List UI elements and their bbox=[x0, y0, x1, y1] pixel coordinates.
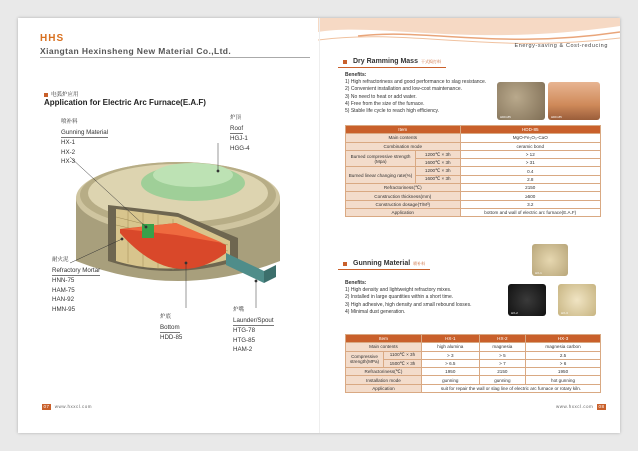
logo-mark: HHS bbox=[40, 33, 65, 44]
cell: 2.5 bbox=[526, 351, 601, 359]
cell: 0.4 bbox=[460, 167, 600, 175]
photo-caption: HX-2 bbox=[511, 311, 518, 315]
gun-benefit: 1) High density and lightweight refractory mixes. bbox=[345, 287, 452, 294]
table-row bbox=[346, 376, 601, 384]
gunning-title bbox=[338, 258, 430, 270]
page-spine bbox=[319, 18, 320, 433]
footer-url-left: www.hxxcl.com bbox=[54, 404, 93, 410]
roof-item: HGJ-1 bbox=[230, 135, 248, 142]
th-hx1: HX-1 bbox=[421, 335, 479, 343]
cell: 3.2 bbox=[460, 200, 600, 208]
roof-item: HGG-4 bbox=[230, 144, 250, 152]
cell: Installation mode bbox=[346, 376, 422, 384]
cell: Main contents bbox=[346, 343, 422, 351]
roof-cn: 炉顶 bbox=[230, 115, 242, 121]
bottom-cn: 炉底 bbox=[160, 314, 172, 320]
page-number-left: 07 bbox=[43, 404, 50, 409]
th-item: Item bbox=[346, 335, 422, 343]
header-divider bbox=[40, 57, 310, 58]
hx3-photo bbox=[558, 284, 596, 316]
gun-benefit: 3) High adhesive, high density and small rebound losses. bbox=[345, 301, 472, 308]
table-row bbox=[346, 167, 601, 175]
cell: bottom and wall of electric arc furnace(E.A.F) bbox=[460, 208, 600, 216]
cell: > 7 bbox=[479, 359, 525, 367]
cell: 1100℃ × 3h bbox=[384, 351, 422, 359]
spout-item: HTG-78 bbox=[233, 327, 256, 334]
hx1-photo bbox=[532, 244, 568, 276]
dry-spec-table bbox=[345, 125, 601, 217]
cell: gunning bbox=[479, 376, 525, 384]
cell: ceramic bond bbox=[460, 142, 600, 150]
bullet-square-icon bbox=[343, 262, 347, 266]
hx2-photo bbox=[508, 284, 546, 316]
spout-cn: 炉嘴 bbox=[233, 307, 245, 313]
cell: ≥500 bbox=[460, 192, 600, 200]
photo-caption: HX-3 bbox=[561, 311, 568, 315]
eaf-section-title bbox=[44, 90, 206, 107]
gunning-en: Gunning Material bbox=[61, 128, 108, 139]
dry-title-cn: 干式捣打料 bbox=[420, 58, 441, 64]
cell: 1950 bbox=[421, 368, 479, 376]
cell: magnesia carbon bbox=[526, 343, 601, 351]
table-row bbox=[346, 142, 601, 150]
cell: Refractoriness(℃) bbox=[346, 184, 461, 192]
label-refractory-mortar bbox=[52, 256, 100, 314]
cell: 2150 bbox=[460, 184, 600, 192]
cell: > 3 bbox=[421, 351, 479, 359]
table-row bbox=[346, 208, 601, 216]
photo-caption: HDD-85 bbox=[500, 115, 511, 119]
cell: Burned linear changing rate(%) bbox=[346, 167, 416, 184]
cell: suit for repair the wall or slag line of electric arc furnace or rotary kiln. bbox=[421, 384, 600, 392]
gun-benefit: 2) Installed in large quantities within a short time. bbox=[345, 294, 454, 301]
label-launder-spout bbox=[233, 306, 274, 355]
label-bottom bbox=[160, 313, 182, 343]
table-row bbox=[346, 150, 601, 158]
mortar-item: HMN-95 bbox=[52, 305, 76, 313]
cell: Combination mode bbox=[346, 142, 461, 150]
gun-title-cn: 喷补料 bbox=[413, 260, 426, 266]
table-row bbox=[346, 368, 601, 376]
th-hx3: HX-3 bbox=[526, 335, 601, 343]
gun-benefit: 4) Minimal dust generation. bbox=[345, 308, 406, 315]
table-row bbox=[346, 200, 601, 208]
gun-benefits bbox=[345, 280, 510, 316]
header-wave-decoration bbox=[318, 18, 620, 58]
cell: 1600℃ × 3h bbox=[416, 175, 461, 183]
company-logo bbox=[40, 33, 64, 44]
right-footer bbox=[556, 404, 608, 410]
cell: > 12 bbox=[460, 150, 600, 158]
dry-benefit: 5) Stable life cycle to reach high efficiency. bbox=[345, 108, 440, 115]
gunning-item: HX-3 bbox=[61, 158, 76, 165]
mortar-en: Refractory Mortar bbox=[52, 266, 100, 277]
cell: Burned compressive strength (Mpa) bbox=[346, 150, 416, 167]
table-row bbox=[346, 192, 601, 200]
dry-benefit: 2) Convenient installation and low-cost maintenance. bbox=[345, 86, 463, 93]
table-row bbox=[346, 359, 601, 367]
gunning-item: HX-2 bbox=[61, 148, 76, 156]
table-row bbox=[346, 134, 601, 142]
cell: gunning bbox=[421, 376, 479, 384]
bullet-square-icon bbox=[343, 60, 347, 64]
table-row bbox=[346, 384, 601, 392]
label-roof bbox=[230, 114, 250, 153]
spout-item: HTG-85 bbox=[233, 336, 256, 344]
cell: > 31 bbox=[460, 159, 600, 167]
bullet-square-icon bbox=[44, 93, 48, 97]
table-row bbox=[346, 343, 601, 351]
dry-benefit: 1) High refractoriness and good performance to slag resistance. bbox=[345, 79, 487, 86]
cell: 2150 bbox=[479, 368, 525, 376]
cell: Application bbox=[346, 384, 422, 392]
left-footer bbox=[40, 404, 92, 410]
roof-en: Roof bbox=[230, 124, 243, 135]
cell: 1950 bbox=[526, 368, 601, 376]
furnace-cutaway-diagram bbox=[68, 143, 298, 308]
dry-installed-photo bbox=[548, 82, 600, 120]
cell: high alumina bbox=[421, 343, 479, 351]
photo-caption: HX-1 bbox=[535, 271, 542, 275]
section-title-cn: 电弧炉应用 bbox=[51, 92, 79, 98]
footer-url-right: www.hxxcl.com bbox=[555, 404, 594, 410]
bottom-item: HDD-85 bbox=[160, 334, 183, 341]
dry-ramming-title bbox=[338, 56, 446, 68]
cell: Compressive strength(MPa) bbox=[346, 351, 384, 368]
cell: > 6.5 bbox=[421, 359, 479, 367]
gun-title-en: Gunning Material bbox=[353, 260, 411, 267]
th-hx2: HX-2 bbox=[479, 335, 525, 343]
photo-caption: HDD-85 bbox=[551, 115, 562, 119]
dry-product-photo bbox=[497, 82, 545, 120]
cell: Application bbox=[346, 208, 461, 216]
table-row bbox=[346, 184, 601, 192]
cell: 1600℃ × 3h bbox=[416, 159, 461, 167]
tagline: Energy-saving & Cost-reducing bbox=[514, 43, 608, 49]
gun-benefits-head: Benefits: bbox=[345, 280, 367, 286]
gunning-cn: 喷补料 bbox=[61, 119, 78, 125]
section-title-en: Application for Electric Arc Furnace(E.A.F) bbox=[44, 98, 206, 107]
cell: Refractoriness(℃) bbox=[346, 368, 422, 376]
company-name: Xiangtan Hexinsheng New Material Co.,Ltd. bbox=[40, 46, 232, 56]
dry-benefit: 3) No need to heat or add water. bbox=[345, 93, 417, 100]
dry-benefit: 4) Free from the size of the furnace. bbox=[345, 100, 425, 107]
th-item: Item bbox=[346, 126, 461, 134]
dry-title-en: Dry Ramming Mass bbox=[353, 58, 418, 65]
cell: magnesia bbox=[479, 343, 525, 351]
spout-item: HAM-2 bbox=[233, 346, 253, 353]
dry-benefits-head: Benefits: bbox=[345, 72, 367, 78]
cell: > 5 bbox=[479, 351, 525, 359]
cell: Construction thickness(mm) bbox=[346, 192, 461, 200]
spout-en: Launder/Spout bbox=[233, 316, 274, 327]
cell: 1200℃ × 3h bbox=[416, 150, 461, 158]
cell: MgO-Fe₂O₃-CaO bbox=[460, 134, 600, 142]
bottom-en: Bottom bbox=[160, 323, 180, 334]
label-gunning-material bbox=[61, 118, 108, 167]
mortar-cn: 耐火泥 bbox=[52, 257, 69, 263]
brochure-spread bbox=[18, 18, 620, 433]
mortar-item: HAN-92 bbox=[52, 296, 75, 303]
th-hdd: HDD-85 bbox=[460, 126, 600, 134]
cell: Main contents bbox=[346, 134, 461, 142]
cell: > 6 bbox=[526, 359, 601, 367]
table-row bbox=[346, 351, 601, 359]
cell: 1500℃ × 3h bbox=[384, 359, 422, 367]
cell: Construction dosage(T/M³) bbox=[346, 200, 461, 208]
mortar-item: HAM-75 bbox=[52, 286, 75, 294]
cell: 2.8 bbox=[460, 175, 600, 183]
cell: 1200℃ × 3h bbox=[416, 167, 461, 175]
page-number-right: 08 bbox=[598, 404, 605, 409]
mortar-item: HNN-75 bbox=[52, 277, 75, 284]
gun-spec-table bbox=[345, 334, 601, 393]
gunning-item: HX-1 bbox=[61, 139, 76, 146]
cell: hot gunning bbox=[526, 376, 601, 384]
